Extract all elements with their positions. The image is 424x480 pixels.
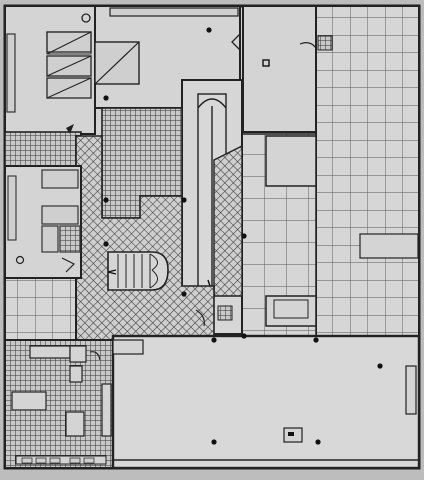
terrace-tiles-right [316, 6, 419, 336]
column-dot-icon [103, 95, 108, 100]
shelf-cell [22, 458, 32, 463]
planter-box [266, 136, 316, 186]
fixture-box [12, 392, 46, 410]
column-dot-icon [241, 333, 246, 338]
column-dot-icon [181, 291, 186, 296]
column-dot-icon [313, 337, 318, 342]
fixture-box [42, 206, 78, 224]
vent-grate [218, 306, 232, 320]
fixture-box [30, 346, 70, 358]
room-top-right [243, 6, 316, 132]
shelf-cell [70, 458, 80, 463]
staircase [108, 252, 168, 290]
fixture-box [42, 170, 78, 188]
counter [7, 34, 15, 112]
room-bottom-right [113, 336, 419, 468]
column-dot-icon [181, 197, 186, 202]
ramp-hatch [214, 146, 242, 296]
shelf-cell [50, 458, 60, 463]
shower-grate [60, 226, 80, 252]
counter [8, 176, 16, 240]
tiled-room-left [5, 278, 76, 340]
column-dot-icon [211, 337, 216, 342]
fireplace-opening [288, 432, 294, 436]
shelf-cell [84, 458, 94, 463]
counter [102, 384, 111, 436]
fixture-box [113, 340, 143, 354]
column-dot-icon [206, 27, 211, 32]
top-shelf [110, 8, 238, 16]
column-dot-icon [315, 439, 320, 444]
shelf-cell [36, 458, 46, 463]
vent-grate [318, 36, 332, 50]
column-dot-icon [103, 241, 108, 246]
fixture-box [70, 366, 82, 382]
column-dot-icon [377, 363, 382, 368]
fixture-box [42, 226, 58, 252]
bench [360, 234, 418, 258]
window-bay [406, 366, 416, 414]
fixture-box [70, 346, 86, 362]
hatched-corridor [5, 132, 81, 166]
column-dot-icon [241, 233, 246, 238]
column-dot-icon [103, 197, 108, 202]
fixture-box [66, 412, 84, 436]
column-dot-icon [211, 439, 216, 444]
